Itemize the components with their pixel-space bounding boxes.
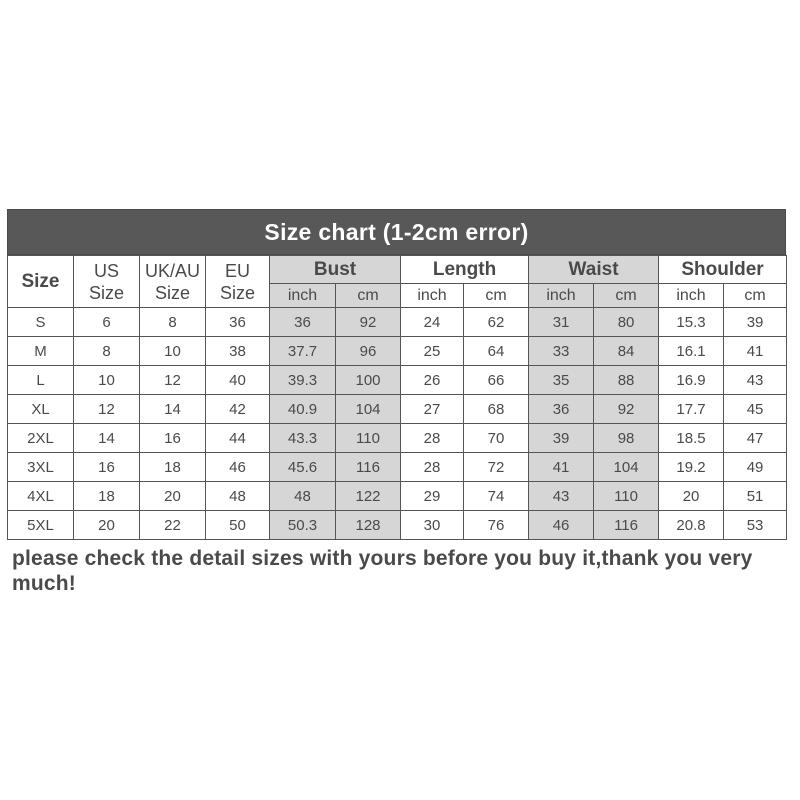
waist-inch-header: inch <box>529 284 594 308</box>
length-inch-cell: 24 <box>401 308 464 337</box>
us-size-cell: 8 <box>74 337 140 366</box>
bust-cm-cell: 96 <box>336 337 401 366</box>
size-cell: S <box>8 308 74 337</box>
us-size-header-line1: US <box>93 260 119 281</box>
shoulder-cm-cell: 47 <box>724 424 787 453</box>
eu-size-cell: 36 <box>206 308 270 337</box>
size-cell: XL <box>8 395 74 424</box>
table-row <box>8 511 787 540</box>
length-cm-cell: 66 <box>464 366 529 395</box>
eu-size-cell: 38 <box>206 337 270 366</box>
us-size-cell: 14 <box>74 424 140 453</box>
waist-inch-cell: 41 <box>529 453 594 482</box>
us-size-cell: 10 <box>74 366 140 395</box>
us-size-cell: 20 <box>74 511 140 540</box>
waist-cm-cell: 104 <box>594 453 659 482</box>
waist-inch-cell: 35 <box>529 366 594 395</box>
table-row <box>8 308 787 337</box>
size-chart <box>7 209 786 540</box>
waist-cm-cell: 80 <box>594 308 659 337</box>
size-table <box>7 255 787 540</box>
waist-cm-cell: 88 <box>594 366 659 395</box>
us-size-cell: 16 <box>74 453 140 482</box>
shoulder-cm-cell: 51 <box>724 482 787 511</box>
shoulder-cm-cell: 49 <box>724 453 787 482</box>
shoulder-cm-header: cm <box>724 284 787 308</box>
shoulder-cm-cell: 45 <box>724 395 787 424</box>
shoulder-inch-cell: 18.5 <box>659 424 724 453</box>
bust-inch-cell: 37.7 <box>270 337 336 366</box>
waist-inch-cell: 31 <box>529 308 594 337</box>
shoulder-cm-cell: 43 <box>724 366 787 395</box>
shoulder-cm-cell: 39 <box>724 308 787 337</box>
waist-cm-cell: 84 <box>594 337 659 366</box>
bust-inch-cell: 48 <box>270 482 336 511</box>
bust-inch-header: inch <box>270 284 336 308</box>
length-inch-cell: 30 <box>401 511 464 540</box>
waist-header: Waist <box>529 256 659 284</box>
length-cm-header: cm <box>464 284 529 308</box>
us-size-header <box>74 256 140 308</box>
length-cm-cell: 64 <box>464 337 529 366</box>
eu-size-cell: 44 <box>206 424 270 453</box>
waist-cm-cell: 116 <box>594 511 659 540</box>
table-row <box>8 395 787 424</box>
chart-title: Size chart (1-2cm error) <box>7 209 786 255</box>
eu-size-header-line2: Size <box>219 282 255 303</box>
shoulder-inch-cell: 16.1 <box>659 337 724 366</box>
waist-cm-cell: 110 <box>594 482 659 511</box>
bust-cm-header: cm <box>336 284 401 308</box>
size-cell: 5XL <box>8 511 74 540</box>
length-inch-cell: 28 <box>401 453 464 482</box>
length-inch-cell: 25 <box>401 337 464 366</box>
eu-size-header-line1: EU <box>224 260 250 281</box>
ukau-size-header-line1: UK/AU <box>144 260 200 281</box>
table-row <box>8 453 787 482</box>
length-cm-cell: 70 <box>464 424 529 453</box>
waist-cm-header: cm <box>594 284 659 308</box>
eu-size-cell: 42 <box>206 395 270 424</box>
size-cell: 4XL <box>8 482 74 511</box>
ukau-size-cell: 10 <box>140 337 206 366</box>
ukau-size-cell: 8 <box>140 308 206 337</box>
waist-inch-cell: 43 <box>529 482 594 511</box>
table-row <box>8 482 787 511</box>
shoulder-header: Shoulder <box>659 256 787 284</box>
length-inch-cell: 29 <box>401 482 464 511</box>
us-size-cell: 6 <box>74 308 140 337</box>
table-row <box>8 424 787 453</box>
ukau-size-cell: 16 <box>140 424 206 453</box>
waist-inch-cell: 33 <box>529 337 594 366</box>
length-cm-cell: 62 <box>464 308 529 337</box>
bust-cm-cell: 116 <box>336 453 401 482</box>
shoulder-cm-cell: 41 <box>724 337 787 366</box>
bust-cm-cell: 110 <box>336 424 401 453</box>
length-inch-header: inch <box>401 284 464 308</box>
eu-size-cell: 48 <box>206 482 270 511</box>
bust-inch-cell: 40.9 <box>270 395 336 424</box>
bust-inch-cell: 39.3 <box>270 366 336 395</box>
waist-inch-cell: 39 <box>529 424 594 453</box>
shoulder-inch-cell: 17.7 <box>659 395 724 424</box>
bust-header: Bust <box>270 256 401 284</box>
size-cell: L <box>8 366 74 395</box>
bust-cm-cell: 92 <box>336 308 401 337</box>
eu-size-cell: 40 <box>206 366 270 395</box>
bust-inch-cell: 36 <box>270 308 336 337</box>
length-cm-cell: 72 <box>464 453 529 482</box>
shoulder-inch-cell: 20 <box>659 482 724 511</box>
size-cell: 2XL <box>8 424 74 453</box>
eu-size-header <box>206 256 270 308</box>
ukau-size-cell: 14 <box>140 395 206 424</box>
bust-inch-cell: 45.6 <box>270 453 336 482</box>
shoulder-inch-cell: 19.2 <box>659 453 724 482</box>
shoulder-inch-header: inch <box>659 284 724 308</box>
length-inch-cell: 27 <box>401 395 464 424</box>
bust-cm-cell: 100 <box>336 366 401 395</box>
length-cm-cell: 68 <box>464 395 529 424</box>
length-inch-cell: 28 <box>401 424 464 453</box>
size-cell: M <box>8 337 74 366</box>
shoulder-inch-cell: 15.3 <box>659 308 724 337</box>
bust-cm-cell: 104 <box>336 395 401 424</box>
table-row <box>8 366 787 395</box>
eu-size-cell: 50 <box>206 511 270 540</box>
waist-inch-cell: 36 <box>529 395 594 424</box>
shoulder-cm-cell: 53 <box>724 511 787 540</box>
us-size-cell: 18 <box>74 482 140 511</box>
bust-cm-cell: 128 <box>336 511 401 540</box>
table-row <box>8 337 787 366</box>
ukau-size-cell: 18 <box>140 453 206 482</box>
size-header: Size <box>8 256 74 308</box>
length-inch-cell: 26 <box>401 366 464 395</box>
waist-cm-cell: 92 <box>594 395 659 424</box>
note-text: please check the detail sizes with yours before you buy it,thank you very much! <box>12 547 753 595</box>
eu-size-cell: 46 <box>206 453 270 482</box>
ukau-size-cell: 12 <box>140 366 206 395</box>
us-size-cell: 12 <box>74 395 140 424</box>
header-row-groups <box>8 256 787 284</box>
length-cm-cell: 76 <box>464 511 529 540</box>
size-cell: 3XL <box>8 453 74 482</box>
us-size-header-line2: Size <box>88 282 124 303</box>
bust-cm-cell: 122 <box>336 482 401 511</box>
ukau-size-cell: 20 <box>140 482 206 511</box>
bust-inch-cell: 50.3 <box>270 511 336 540</box>
ukau-size-cell: 22 <box>140 511 206 540</box>
shoulder-inch-cell: 16.9 <box>659 366 724 395</box>
waist-cm-cell: 98 <box>594 424 659 453</box>
waist-inch-cell: 46 <box>529 511 594 540</box>
shoulder-inch-cell: 20.8 <box>659 511 724 540</box>
length-header: Length <box>401 256 529 284</box>
ukau-size-header <box>140 256 206 308</box>
length-cm-cell: 74 <box>464 482 529 511</box>
bust-inch-cell: 43.3 <box>270 424 336 453</box>
ukau-size-header-line2: Size <box>154 282 190 303</box>
